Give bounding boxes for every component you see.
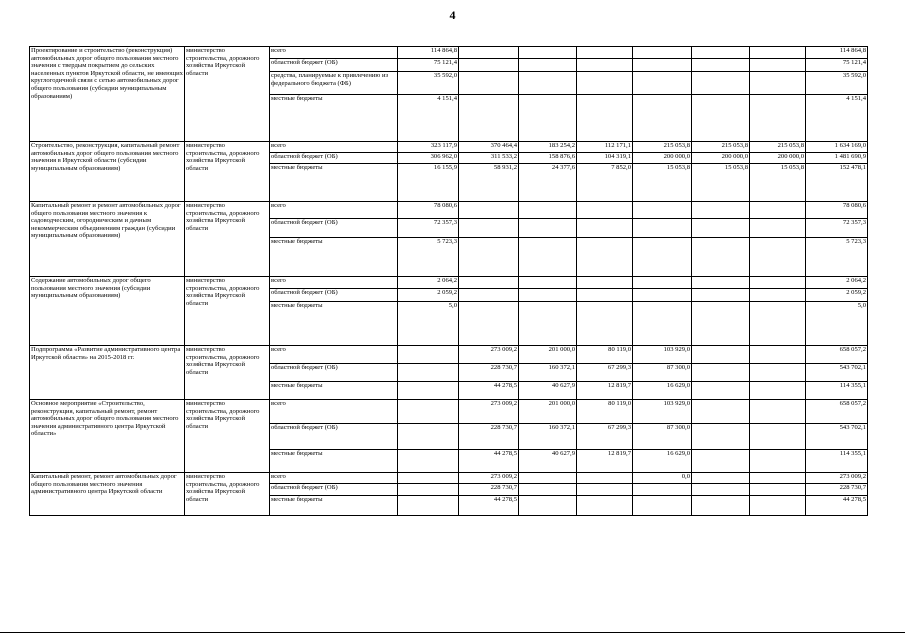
year-value-cell: 87 300,0 (633, 424, 692, 450)
year-value-cell (398, 484, 459, 496)
year-value-cell (398, 496, 459, 516)
funding-source-cell: всего (270, 473, 398, 484)
year-value-cell: 200 000,0 (633, 153, 692, 164)
year-value-cell: 183 254,2 (519, 142, 577, 153)
total-value-cell: 152 478,1 (806, 164, 868, 202)
year-value-cell (750, 277, 806, 289)
funding-source-cell: местные бюджеты (270, 238, 398, 277)
year-value-cell (692, 289, 750, 302)
year-value-cell (519, 277, 577, 289)
year-value-cell (692, 277, 750, 289)
total-value-cell: 543 702,1 (806, 364, 868, 382)
year-value-cell (750, 219, 806, 238)
year-value-cell: 35 592,0 (398, 72, 459, 95)
year-value-cell: 200 000,0 (750, 153, 806, 164)
year-value-cell: 228 730,7 (459, 364, 519, 382)
year-value-cell (750, 424, 806, 450)
responsible-cell: министерство строительства, дорожного хозяйства Иркутской области (185, 277, 270, 346)
year-value-cell (692, 346, 750, 364)
budget-table (29, 46, 868, 516)
year-value-cell (519, 473, 577, 484)
responsible-cell: министерство строительства, дорожного хозяйства Иркутской области (185, 473, 270, 516)
year-value-cell (750, 47, 806, 59)
total-value-cell: 1 634 169,0 (806, 142, 868, 153)
year-value-cell: 87 300,0 (633, 364, 692, 382)
year-value-cell: 67 299,3 (577, 364, 633, 382)
table-row (30, 142, 868, 153)
year-value-cell: 40 627,9 (519, 450, 577, 473)
total-value-cell: 75 121,4 (806, 59, 868, 72)
year-value-cell: 103 929,0 (633, 400, 692, 424)
year-value-cell (519, 59, 577, 72)
year-value-cell: 200 000,0 (692, 153, 750, 164)
responsible-cell: министерство строительства, дорожного хозяйства Иркутской области (185, 400, 270, 473)
year-value-cell (633, 302, 692, 346)
year-value-cell: 201 000,0 (519, 346, 577, 364)
year-value-cell: 112 171,1 (577, 142, 633, 153)
year-value-cell (633, 95, 692, 142)
year-value-cell (692, 47, 750, 59)
measure-name-cell: Капитальный ремонт, ремонт автомобильных дорог общего пользования местного значения административного центра Иркутской области (30, 473, 185, 516)
year-value-cell: 5 723,3 (398, 238, 459, 277)
total-value-cell: 78 080,6 (806, 202, 868, 219)
year-value-cell: 7 852,0 (577, 164, 633, 202)
funding-source-cell: всего (270, 346, 398, 364)
year-value-cell: 80 119,0 (577, 400, 633, 424)
funding-source-cell: местные бюджеты (270, 95, 398, 142)
year-value-cell: 273 009,2 (459, 346, 519, 364)
year-value-cell (577, 277, 633, 289)
total-value-cell: 228 730,7 (806, 484, 868, 496)
total-value-cell: 114 355,1 (806, 450, 868, 473)
year-value-cell (692, 364, 750, 382)
year-value-cell: 2 064,2 (398, 277, 459, 289)
funding-source-cell: областной бюджет (ОБ) (270, 153, 398, 164)
year-value-cell (577, 202, 633, 219)
year-value-cell: 215 053,8 (750, 142, 806, 153)
year-value-cell (577, 47, 633, 59)
year-value-cell: 80 119,0 (577, 346, 633, 364)
funding-source-cell: областной бюджет (ОБ) (270, 289, 398, 302)
year-value-cell (750, 473, 806, 484)
year-value-cell (750, 400, 806, 424)
year-value-cell: 12 819,7 (577, 450, 633, 473)
responsible-cell: министерство строительства, дорожного хозяйства Иркутской области (185, 142, 270, 202)
year-value-cell (750, 302, 806, 346)
year-value-cell (577, 473, 633, 484)
year-value-cell: 44 278,5 (459, 450, 519, 473)
total-value-cell: 114 355,1 (806, 382, 868, 400)
year-value-cell: 67 299,3 (577, 424, 633, 450)
year-value-cell (633, 202, 692, 219)
funding-source-cell: всего (270, 202, 398, 219)
year-value-cell (519, 202, 577, 219)
year-value-cell: 0,0 (633, 473, 692, 484)
total-value-cell: 273 009,2 (806, 473, 868, 484)
year-value-cell (398, 424, 459, 450)
table-row (30, 346, 868, 364)
funding-source-cell: всего (270, 400, 398, 424)
year-value-cell (750, 72, 806, 95)
year-value-cell (519, 484, 577, 496)
total-value-cell: 5,0 (806, 302, 868, 346)
funding-source-cell: местные бюджеты (270, 302, 398, 346)
table-row (30, 202, 868, 219)
total-value-cell: 1 481 690,9 (806, 153, 868, 164)
year-value-cell: 75 121,4 (398, 59, 459, 72)
measure-name-cell: Содержание автомобильных дорог общего пользования местного значения (субсидии муниципальным образованиям) (30, 277, 185, 346)
year-value-cell: 215 053,8 (692, 142, 750, 153)
year-value-cell: 2 059,2 (398, 289, 459, 302)
year-value-cell: 306 962,0 (398, 153, 459, 164)
year-value-cell (519, 72, 577, 95)
total-value-cell: 35 592,0 (806, 72, 868, 95)
funding-source-cell: местные бюджеты (270, 450, 398, 473)
funding-source-cell: областной бюджет (ОБ) (270, 364, 398, 382)
year-value-cell (750, 484, 806, 496)
year-value-cell (398, 450, 459, 473)
year-value-cell (577, 59, 633, 72)
funding-source-cell: местные бюджеты (270, 382, 398, 400)
year-value-cell (692, 484, 750, 496)
year-value-cell: 15 053,8 (750, 164, 806, 202)
year-value-cell (692, 302, 750, 346)
year-value-cell (633, 47, 692, 59)
year-value-cell (750, 364, 806, 382)
year-value-cell: 5,0 (398, 302, 459, 346)
table-row (30, 47, 868, 59)
year-value-cell (459, 277, 519, 289)
year-value-cell (692, 473, 750, 484)
year-value-cell: 16 155,9 (398, 164, 459, 202)
year-value-cell: 228 730,7 (459, 484, 519, 496)
page-bottom-rule (0, 632, 905, 633)
year-value-cell (519, 496, 577, 516)
year-value-cell: 40 627,9 (519, 382, 577, 400)
funding-source-cell: областной бюджет (ОБ) (270, 424, 398, 450)
year-value-cell (750, 450, 806, 473)
funding-source-cell: средства, планируемые к привлечению из федерального бюджета (ФБ) (270, 72, 398, 95)
year-value-cell (750, 59, 806, 72)
total-value-cell: 2 059,2 (806, 289, 868, 302)
year-value-cell (750, 382, 806, 400)
year-value-cell: 72 357,3 (398, 219, 459, 238)
year-value-cell: 370 464,4 (459, 142, 519, 153)
year-value-cell: 103 929,0 (633, 346, 692, 364)
year-value-cell (577, 496, 633, 516)
year-value-cell: 273 009,2 (459, 473, 519, 484)
year-value-cell (519, 238, 577, 277)
table-row (30, 473, 868, 484)
year-value-cell (692, 219, 750, 238)
year-value-cell (692, 450, 750, 473)
year-value-cell (398, 346, 459, 364)
responsible-cell: министерство строительства, дорожного хозяйства Иркутской области (185, 47, 270, 142)
year-value-cell (692, 72, 750, 95)
year-value-cell (692, 424, 750, 450)
year-value-cell: 16 629,0 (633, 382, 692, 400)
measure-name-cell: Основное мероприятие «Строительство, реконструкция, капитальный ремонт, ремонт автомобильных дорог общего пользования местного значения административного центра Иркутской области» (30, 400, 185, 473)
year-value-cell (577, 72, 633, 95)
funding-source-cell: всего (270, 277, 398, 289)
year-value-cell (519, 289, 577, 302)
year-value-cell (459, 219, 519, 238)
funding-source-cell: областной бюджет (ОБ) (270, 484, 398, 496)
year-value-cell (577, 484, 633, 496)
measure-name-cell: Строительство, реконструкция, капитальный ремонт автомобильных дорог общего пользования местного значения в Иркутской области (субсидии муниципальным образованиям) (30, 142, 185, 202)
year-value-cell (519, 302, 577, 346)
year-value-cell: 160 372,1 (519, 364, 577, 382)
year-value-cell: 58 931,2 (459, 164, 519, 202)
total-value-cell: 658 057,2 (806, 400, 868, 424)
table-row (30, 277, 868, 289)
funding-source-cell: всего (270, 47, 398, 59)
funding-source-cell: местные бюджеты (270, 496, 398, 516)
year-value-cell (750, 346, 806, 364)
year-value-cell (577, 289, 633, 302)
year-value-cell (577, 219, 633, 238)
total-value-cell: 114 864,8 (806, 47, 868, 59)
year-value-cell (750, 289, 806, 302)
year-value-cell (398, 473, 459, 484)
total-value-cell: 2 064,2 (806, 277, 868, 289)
year-value-cell (633, 59, 692, 72)
funding-source-cell: областной бюджет (ОБ) (270, 219, 398, 238)
year-value-cell (633, 289, 692, 302)
year-value-cell: 78 080,6 (398, 202, 459, 219)
funding-source-cell: областной бюджет (ОБ) (270, 59, 398, 72)
year-value-cell (459, 302, 519, 346)
measure-name-cell: Подпрограмма «Развитие административного центра Иркутской области» на 2015-2018 гг. (30, 346, 185, 400)
year-value-cell (459, 238, 519, 277)
year-value-cell: 273 009,2 (459, 400, 519, 424)
year-value-cell (398, 400, 459, 424)
year-value-cell (519, 95, 577, 142)
year-value-cell (692, 95, 750, 142)
year-value-cell (519, 219, 577, 238)
year-value-cell: 15 053,8 (692, 164, 750, 202)
responsible-cell: министерство строительства, дорожного хозяйства Иркутской области (185, 202, 270, 277)
year-value-cell (633, 238, 692, 277)
total-value-cell: 5 723,3 (806, 238, 868, 277)
year-value-cell (633, 496, 692, 516)
year-value-cell (692, 59, 750, 72)
page-number: 4 (449, 8, 456, 22)
year-value-cell (750, 202, 806, 219)
year-value-cell: 228 730,7 (459, 424, 519, 450)
year-value-cell (692, 382, 750, 400)
year-value-cell (692, 496, 750, 516)
year-value-cell: 104 319,1 (577, 153, 633, 164)
year-value-cell (692, 238, 750, 277)
total-value-cell: 543 702,1 (806, 424, 868, 450)
year-value-cell (459, 202, 519, 219)
responsible-cell: министерство строительства, дорожного хозяйства Иркутской области (185, 346, 270, 400)
year-value-cell: 201 000,0 (519, 400, 577, 424)
year-value-cell (459, 289, 519, 302)
total-value-cell: 72 357,3 (806, 219, 868, 238)
year-value-cell (692, 202, 750, 219)
year-value-cell: 158 876,6 (519, 153, 577, 164)
measure-name-cell: Капитальный ремонт и ремонт автомобильных дорог общего пользования местного значения к садоводческим, огородническим и дачным некоммерческим объединениям граждан (субсидии муниципальным образованиям) (30, 202, 185, 277)
year-value-cell: 323 117,9 (398, 142, 459, 153)
funding-source-cell: местные бюджеты (270, 164, 398, 202)
total-value-cell: 44 278,5 (806, 496, 868, 516)
funding-source-cell: всего (270, 142, 398, 153)
year-value-cell (577, 95, 633, 142)
year-value-cell: 215 053,8 (633, 142, 692, 153)
year-value-cell (398, 382, 459, 400)
year-value-cell (398, 364, 459, 382)
year-value-cell: 114 864,8 (398, 47, 459, 59)
year-value-cell: 12 819,7 (577, 382, 633, 400)
year-value-cell (459, 72, 519, 95)
year-value-cell (633, 484, 692, 496)
year-value-cell (633, 277, 692, 289)
year-value-cell (692, 400, 750, 424)
total-value-cell: 658 057,2 (806, 346, 868, 364)
year-value-cell (633, 72, 692, 95)
year-value-cell (577, 238, 633, 277)
year-value-cell: 44 278,5 (459, 496, 519, 516)
measure-name-cell: Проектирование и строительство (реконструкция) автомобильных дорог общего пользования местного значения с твердым покрытием до сельских населенных пунктов Иркутской области, не имеющих круглогодичной связи с сетью автомобильных дорог общего пользования (субсидии муниципальным образованиям) (30, 47, 185, 142)
year-value-cell (519, 47, 577, 59)
year-value-cell: 16 629,0 (633, 450, 692, 473)
year-value-cell (633, 219, 692, 238)
year-value-cell (577, 302, 633, 346)
year-value-cell: 15 053,8 (633, 164, 692, 202)
year-value-cell (459, 47, 519, 59)
year-value-cell (750, 496, 806, 516)
year-value-cell: 24 377,6 (519, 164, 577, 202)
year-value-cell: 4 151,4 (398, 95, 459, 142)
year-value-cell (459, 59, 519, 72)
year-value-cell: 160 372,1 (519, 424, 577, 450)
year-value-cell (750, 95, 806, 142)
year-value-cell: 311 533,2 (459, 153, 519, 164)
total-value-cell: 4 151,4 (806, 95, 868, 142)
year-value-cell: 44 278,5 (459, 382, 519, 400)
year-value-cell (750, 238, 806, 277)
year-value-cell (459, 95, 519, 142)
table-row (30, 400, 868, 424)
